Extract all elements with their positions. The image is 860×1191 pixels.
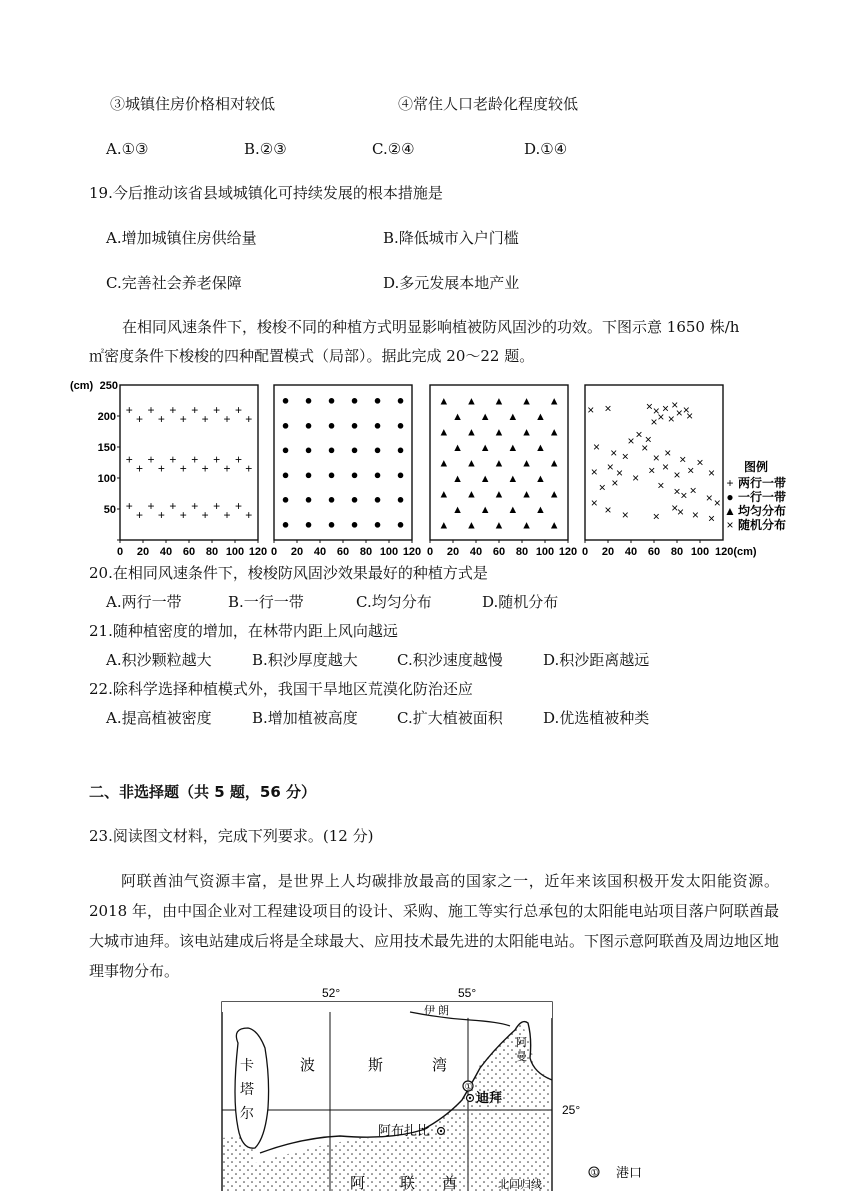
abudhabi-marker-dot [440,1130,442,1132]
point-2-29: ● [396,491,405,507]
point-2-30: ● [281,516,290,532]
lon-55-label: 55° [458,988,477,1000]
point-3-5: ▲ [452,411,464,423]
x-tick-label-1-100: 100 [225,546,245,558]
uae-map [210,988,670,1191]
point-2-35: ● [396,516,405,532]
point-4-44: × [676,505,684,520]
y-tick-label-150: 150 [97,442,116,454]
q21-choice-c: C.积沙速度越慢 [397,651,503,669]
point-3-36: ▲ [438,519,450,532]
x-tick-label-1-0: 0 [116,546,124,558]
point-1-7: + [157,412,165,427]
point-4-46: × [707,511,716,526]
point-3-2: ▲ [493,395,505,408]
point-3-30: ▲ [521,488,533,501]
point-2-33: ● [350,516,359,532]
q22-choice-b: B.增加植被高度 [252,709,358,727]
dubai-marker-dot [469,1097,471,1099]
x-tick-label-4-0: 0 [581,546,589,558]
q21-choice-d: D.积沙距离越远 [543,651,650,669]
point-1-18: + [136,461,144,476]
gulf-label-3: 湾 [432,1057,448,1074]
point-1-12: + [125,452,133,467]
point-1-10: + [223,412,231,427]
x-axis-unit: 120(cm) [715,546,757,558]
point-3-23: ▲ [452,473,464,485]
point-4-0: × [587,402,595,417]
point-3-12: ▲ [521,426,533,439]
point-3-17: ▲ [534,442,546,454]
y-tick-label-250: 250 [99,380,118,392]
x-tick-label-1-20: 20 [136,546,150,558]
point-3-8: ▲ [534,411,546,423]
point-3-18: ▲ [438,457,450,470]
q19-stem: 19.今后推动该省县域城镇化可持续发展的根本措施是 [89,184,443,202]
port-marker-label: ① [464,1081,473,1092]
x-tick-label-3-40: 40 [469,546,483,558]
x-tick-label-1-40: 40 [159,546,173,558]
q18-choice-b: B.②③ [244,140,287,158]
point-4-7: × [682,402,690,417]
desert-land [222,1024,552,1191]
point-1-13: + [147,452,155,467]
point-4-22: × [696,455,704,470]
point-3-35: ▲ [534,504,546,516]
point-2-31: ● [304,516,313,532]
x-tick-label-2-100: 100 [379,546,399,558]
qatar-label-2: 塔 [240,1081,254,1097]
intro-20-22-line2: ㎡密度条件下梭梭的四种配置模式（局部）。据此完成 20～22 题。 [89,347,535,365]
x-tick-label-2-40: 40 [313,546,327,558]
point-1-4: + [213,402,221,417]
point-3-4: ▲ [548,395,560,408]
x-tick-label-2-60: 60 [336,546,350,558]
x-tick-label-2-80: 80 [359,546,373,558]
point-1-31: + [157,508,165,523]
point-4-18: × [641,441,649,456]
point-3-7: ▲ [507,411,519,423]
point-1-14: + [169,452,177,467]
point-1-11: + [245,412,253,427]
point-1-8: + [179,412,187,427]
point-3-0: ▲ [438,395,450,408]
point-2-25: ● [304,491,313,507]
q18-option-4: ④常住人口老龄化程度较低 [398,95,579,113]
x-tick-label-3-120: 120 [558,546,578,558]
point-2-3: ● [350,392,359,408]
point-2-18: ● [281,466,290,482]
q20-choice-b: B.一行一带 [228,593,304,611]
legend-marker-1: + [726,476,734,490]
q21-stem: 21.随种植密度的增加，在林带内距上风向越远 [89,622,398,640]
point-1-20: + [179,461,187,476]
q22-choice-c: C.扩大植被面积 [397,709,503,727]
lat-25-label: 25° [562,1103,581,1117]
point-2-6: ● [281,417,290,433]
point-1-19: + [157,461,165,476]
point-3-22: ▲ [548,457,560,470]
point-3-33: ▲ [479,504,491,516]
x-tick-label-3-0: 0 [426,546,434,558]
x-tick-label-1-80: 80 [205,546,219,558]
point-1-2: + [169,402,177,417]
x-tick-label-3-60: 60 [492,546,506,558]
point-4-20: × [664,446,672,461]
point-4-1: × [604,401,612,416]
point-3-39: ▲ [521,519,533,532]
planting-pattern-chart [70,375,810,560]
q20-choice-c: C.均匀分布 [356,593,432,611]
point-4-15: × [592,440,601,454]
point-2-19: ● [304,466,313,482]
point-2-7: ● [304,417,313,433]
point-1-9: + [201,412,209,427]
point-1-25: + [147,498,155,513]
y-tick-label-200: 200 [97,411,116,423]
point-2-9: ● [350,417,359,433]
point-3-28: ▲ [465,488,477,501]
oman-label-1: 阿 [516,1037,527,1049]
point-3-19: ▲ [465,457,477,470]
point-4-32: × [598,480,606,495]
legend-label-1: 两行一带 [738,476,787,490]
point-1-6: + [136,412,144,427]
x-tick-label-3-20: 20 [446,546,460,558]
legend-port-mark: ① [590,1167,599,1178]
point-2-32: ● [327,516,336,532]
x-tick-label-4-60: 60 [647,546,661,558]
oman-label-2: 曼 [516,1051,527,1063]
uae-label-3: 酋 [442,1175,458,1191]
point-2-5: ● [396,392,405,408]
x-tick-label-4-40: 40 [624,546,638,558]
lon-52-label: 52° [322,988,341,1000]
point-2-23: ● [396,466,405,482]
point-2-0: ● [281,392,290,408]
point-4-27: × [648,463,656,478]
point-3-27: ▲ [438,488,450,501]
uae-label-1: 阿 [350,1175,366,1191]
iran-label: 伊 朗 [424,1005,450,1017]
point-2-4: ● [373,392,382,408]
q19-choice-a: A.增加城镇住房供给量 [106,229,257,247]
point-4-6: × [675,405,683,420]
point-3-13: ▲ [548,426,560,439]
gulf-label-2: 斯 [368,1057,384,1074]
point-2-2: ● [327,392,336,408]
q20-choice-d: D.随机分布 [482,593,559,611]
q19-choice-b: B.降低城市入户门槛 [383,229,519,247]
point-3-31: ▲ [548,488,560,501]
point-1-30: + [136,508,144,523]
point-2-12: ● [281,442,290,458]
x-tick-label-4-20: 20 [601,546,615,558]
point-4-28: × [661,459,670,474]
point-4-19: × [652,451,660,466]
point-2-10: ● [373,417,382,433]
point-3-29: ▲ [493,488,505,501]
tropic-label: 北回归线 [498,1179,542,1191]
panel-frame-2 [274,385,412,540]
point-4-25: × [615,466,624,481]
point-1-29: + [234,498,242,513]
point-3-15: ▲ [479,442,491,454]
point-2-8: ● [327,417,336,433]
point-1-26: + [169,498,177,513]
uae-label-2: 联 [400,1175,416,1191]
point-1-24: + [125,498,133,513]
x-tick-label-3-100: 100 [535,546,555,558]
point-2-15: ● [350,442,359,458]
point-4-36: × [680,488,688,503]
point-4-24: × [606,459,614,474]
point-2-13: ● [304,442,313,458]
point-1-35: + [245,508,253,523]
x-tick-label-4-100: 100 [690,546,710,558]
point-3-1: ▲ [465,395,477,408]
point-2-27: ● [350,491,359,507]
point-3-16: ▲ [507,442,519,454]
iran-land [222,1002,552,1026]
point-1-1: + [147,402,155,417]
q19-choice-c: C.完善社会养老保障 [106,274,242,292]
point-1-17: + [234,452,242,467]
point-4-35: × [673,484,681,499]
point-3-24: ▲ [479,473,491,485]
gulf-label-1: 波 [300,1057,316,1074]
point-4-3: × [652,404,660,419]
point-2-20: ● [327,466,336,482]
point-4-30: × [687,463,695,478]
point-4-33: × [611,475,619,490]
q18-choice-d: D.①④ [524,140,568,158]
q18-option-3: ③城镇住房价格相对较低 [110,95,276,113]
q22-choice-a: A.提高植被密度 [106,709,212,727]
point-1-23: + [245,461,253,476]
legend-title: 图例 [743,460,769,474]
point-2-14: ● [327,442,336,458]
point-1-5: + [234,402,242,417]
legend-label-4: 随机分布 [738,518,787,532]
point-3-10: ▲ [465,426,477,439]
q23-material: 阿联酋油气资源丰富，是世界上人均碳排放最高的国家之一，近年来该国积极开发太阳能资源。2018 年，由中国企业对工程建设项目的设计、采购、施工等实行总承包的太阳能电站项目落户阿联酋最大城市迪拜。该电站建成后将是全球最大、应用技术最先进的太阳能电站。下图示意阿联酋及周边地区地理事物分布。 [89,872,780,980]
point-4-21: × [679,452,687,467]
point-4-2: × [645,399,653,414]
legend-port-label: 港口 [616,1165,643,1180]
point-3-34: ▲ [507,504,519,516]
point-1-32: + [179,508,187,523]
point-2-1: ● [304,392,313,408]
point-3-32: ▲ [452,504,464,516]
point-4-42: × [652,509,660,524]
x-tick-label-2-0: 0 [270,546,278,558]
point-1-22: + [223,461,231,476]
point-4-39: × [590,495,598,510]
point-4-45: × [691,508,699,523]
point-2-24: ● [281,491,290,507]
q20-stem: 20.在相同风速条件下，梭梭防风固沙效果最好的种植方式是 [89,564,488,582]
legend-label-3: 均匀分布 [738,504,787,518]
point-4-38: × [705,490,713,505]
point-3-6: ▲ [479,411,491,423]
point-1-27: + [191,498,199,513]
point-2-22: ● [373,466,382,482]
point-4-43: × [671,500,679,515]
point-4-40: × [604,503,612,518]
point-3-9: ▲ [438,426,450,439]
point-4-23: × [590,464,598,479]
point-4-9: × [667,412,675,427]
x-tick-label-4-80: 80 [670,546,684,558]
y-tick-label-50: 50 [103,504,116,516]
section-2-title: 二、非选择题（共 5 题，56 分） [89,783,316,801]
point-4-5: × [671,397,679,412]
q22-stem: 22.除科学选择种植模式外，我国干旱地区荒漠化防治还应 [89,680,473,698]
legend-marker-3: ▲ [724,504,736,518]
point-1-28: + [213,498,221,513]
point-4-10: × [657,410,665,425]
point-4-29: × [673,467,681,482]
point-3-37: ▲ [465,519,477,532]
point-1-21: + [201,461,209,476]
point-1-33: + [201,508,209,523]
point-1-0: + [125,402,133,417]
point-4-41: × [621,508,629,523]
point-4-47: × [713,495,721,510]
point-4-12: × [627,433,635,448]
point-2-17: ● [396,442,405,458]
point-1-3: + [191,402,199,417]
x-tick-label-1-120: 120 [248,546,268,558]
point-3-20: ▲ [493,457,505,470]
q19-choice-d: D.多元发展本地产业 [383,274,520,292]
point-3-26: ▲ [534,473,546,485]
point-3-3: ▲ [521,395,533,408]
point-3-25: ▲ [507,473,519,485]
qatar-label-1: 卡 [240,1057,254,1073]
q23-stem: 23.阅读图文材料，完成下列要求。(12 分) [89,827,374,845]
point-3-40: ▲ [548,519,560,532]
point-4-16: × [610,446,618,461]
point-4-31: × [707,466,716,481]
point-4-26: × [632,471,640,485]
point-4-11: × [650,415,658,430]
point-2-26: ● [327,491,336,507]
point-1-34: + [223,508,231,523]
x-tick-label-3-80: 80 [515,546,529,558]
point-4-8: × [686,409,694,423]
q21-choice-a: A.积沙颗粒越大 [106,651,212,669]
point-2-34: ● [373,516,382,532]
x-tick-label-2-120: 120 [402,546,422,558]
point-3-11: ▲ [493,426,505,439]
legend-marker-4: × [726,518,734,532]
x-tick-label-2-20: 20 [290,546,304,558]
q22-choice-d: D.优选植被种类 [543,709,650,727]
y-tick-label-100: 100 [97,473,116,485]
point-1-15: + [191,452,199,467]
point-4-37: × [689,483,697,498]
point-2-16: ● [373,442,382,458]
point-4-34: × [657,478,665,493]
point-3-21: ▲ [521,457,533,470]
dubai-label: 迪拜 [476,1090,503,1105]
q18-choice-c: C.②④ [372,140,415,158]
point-2-28: ● [373,491,382,507]
point-3-14: ▲ [452,442,464,454]
q18-choice-a: A.①③ [106,140,149,158]
abudhabi-label: 阿布扎比 [378,1123,431,1138]
point-4-4: × [661,401,670,416]
q20-choice-a: A.两行一带 [106,593,182,611]
point-2-11: ● [396,417,405,433]
point-4-14: × [644,432,652,447]
legend-label-2: 一行一带 [738,490,787,504]
x-tick-label-1-60: 60 [182,546,196,558]
point-3-38: ▲ [493,519,505,532]
q21-choice-b: B.积沙厚度越大 [252,651,358,669]
y-axis-unit: (cm) [70,380,94,392]
point-4-17: × [621,449,629,464]
point-1-16: + [213,452,221,467]
qatar-label-3: 尔 [240,1105,254,1121]
legend-marker-2: ● [726,490,734,504]
point-2-21: ● [350,466,359,482]
point-4-13: × [635,427,643,442]
intro-20-22-line1: 在相同风速条件下，梭梭不同的种植方式明显影响植被防风固沙的功效。下图示意 1650 株/h [122,318,740,336]
